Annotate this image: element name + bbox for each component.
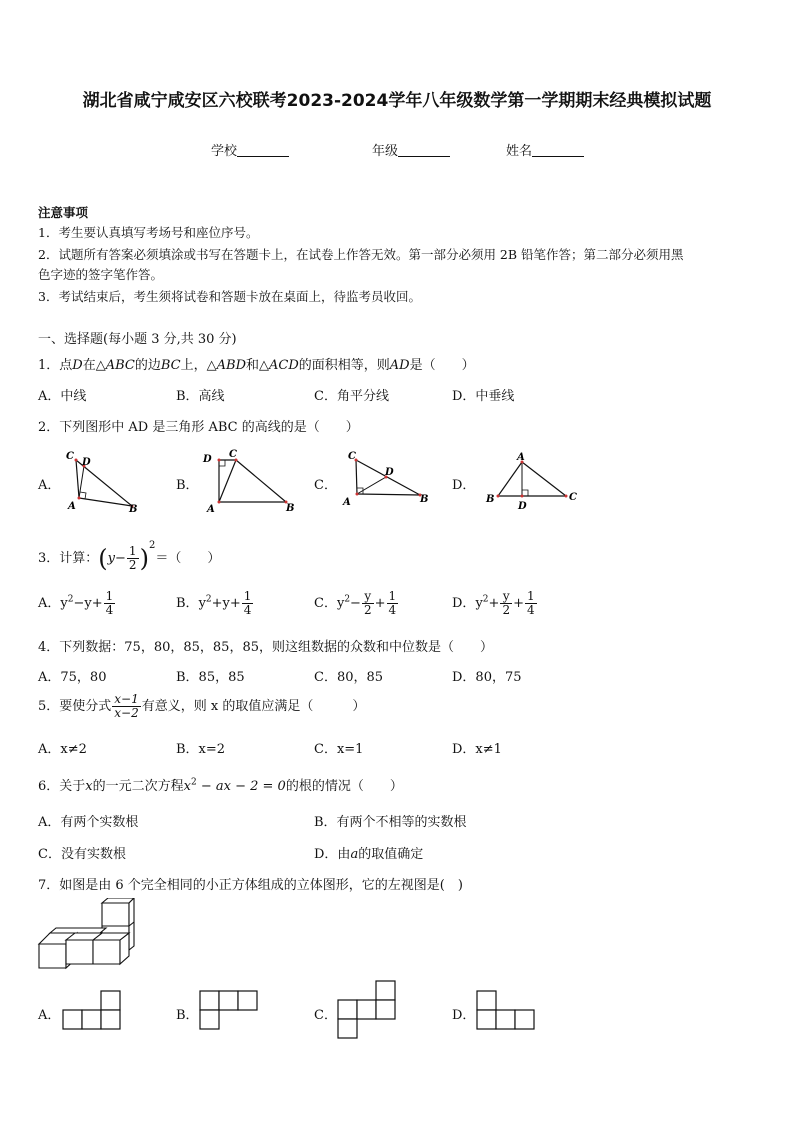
q4-option-d[interactable]: D．80，75	[452, 670, 522, 685]
notice-item-1: 1．考生要认真填写考场号和座位序号。	[38, 225, 259, 240]
school-field	[211, 140, 289, 159]
q4-option-b[interactable]: B．85，85	[176, 670, 245, 685]
q2-option-c[interactable]: C．	[314, 478, 337, 493]
point-label-a: A	[207, 504, 215, 515]
name-blank[interactable]	[532, 144, 584, 157]
q2-option-b[interactable]: B．	[176, 478, 199, 493]
point-label-a: A	[68, 501, 76, 512]
q1-option-b[interactable]: B．高线	[176, 389, 225, 404]
q6-option-b[interactable]: B．有两个不相等的实数根	[314, 815, 467, 830]
q2-option-d[interactable]: D．	[452, 478, 476, 493]
q7-option-c[interactable]: C．	[314, 1008, 337, 1023]
grade-blank[interactable]	[398, 144, 450, 157]
school-label: 学校	[211, 144, 238, 159]
q5-option-c[interactable]: C．x=1	[314, 742, 364, 757]
point-label-c: C	[66, 451, 74, 462]
q7-option-d[interactable]: D．	[452, 1008, 476, 1023]
q7-option-b[interactable]: B．	[176, 1008, 199, 1023]
notice-item-2-cont: 色字迹的签字笔作答。	[38, 267, 164, 282]
q3-option-c[interactable]: C．$y^2-$ $\frac{y}{2}$ + $\frac{1}{4}$	[314, 589, 397, 617]
point-label-c: C	[569, 492, 577, 503]
q5-option-b[interactable]: B．x=2	[176, 742, 226, 757]
point-label-d: D	[82, 457, 91, 468]
question-7-stem: 7．如图是由 6 个完全相同的小正方体组成的立体图形，它的左视图是( )	[38, 878, 463, 893]
section-heading: 一、选择题(每小题 3 分,共 30 分)	[38, 332, 237, 347]
q7-option-a-figure	[62, 990, 122, 1030]
notice-item-2: 2．试题所有答案必须填涂或书写在答题卡上，在试卷上作答无效。第一部分必须用 2B 铅笔作答；第二部分必须用黑	[38, 247, 684, 262]
q1-option-d[interactable]: D．中垂线	[452, 389, 515, 404]
question-2-stem: 2．下列图形中 AD 是三角形 ABC 的高线的是（ ）	[38, 420, 359, 435]
point-label-d: D	[518, 501, 527, 512]
q1-option-c[interactable]: C．角平分线	[314, 389, 389, 404]
point-label-d: D	[385, 467, 394, 478]
q5-option-a[interactable]: A．x≠2	[38, 742, 87, 757]
q2-figure-c	[340, 448, 434, 510]
point-label-d: D	[203, 454, 212, 465]
q3-option-a[interactable]: A．$y^2-y+$ $\frac{1}{4}$	[38, 589, 114, 617]
q4-option-a[interactable]: A．75，80	[38, 670, 107, 685]
q6-option-a[interactable]: A．有两个实数根	[38, 815, 139, 830]
point-label-b: B	[286, 503, 295, 514]
notice-heading: 注意事项	[38, 205, 89, 220]
point-label-b: B	[129, 504, 138, 514]
question-3-stem: 3．计算：(y− $\frac{1}{2}$ )$^2$＝（ ）	[38, 540, 221, 573]
point-label-b: B	[420, 494, 429, 505]
q7-option-c-figure	[337, 980, 397, 1040]
point-label-b: B	[486, 494, 495, 505]
grade-label: 年级	[372, 144, 399, 159]
question-6-stem: 6．关于x的一元二次方程$x^2$ − ax − 2 = 0的根的情况（ ）	[38, 777, 403, 794]
q5-option-d[interactable]: D．x≠1	[452, 742, 502, 757]
q1-option-a[interactable]: A．中线	[38, 389, 87, 404]
q6-option-c[interactable]: C．没有实数根	[38, 847, 126, 862]
q2-option-a[interactable]: A．	[38, 478, 61, 493]
q3-option-b[interactable]: B．$y^2+y+$ $\frac{1}{4}$	[176, 589, 252, 617]
q4-option-c[interactable]: C．80，85	[314, 670, 384, 685]
question-1-stem: 1．点D在△ABC的边BC上，△ABD和△ACD的面积相等，则AD是（ ）	[38, 358, 475, 373]
question-4-stem: 4．下列数据：75，80，85，85，85，则这组数据的众数和中位数是（ ）	[38, 640, 493, 655]
point-label-c: C	[229, 449, 237, 460]
q2-figure-d	[484, 450, 580, 512]
question-5-stem: 5．要使分式 $\frac{x-1}{x-2}$ 有意义，则 x 的取值应满足（ ）	[38, 692, 366, 720]
q7-option-b-figure	[199, 990, 259, 1030]
grade-field	[372, 140, 450, 159]
q7-option-a[interactable]: A．	[38, 1008, 61, 1023]
q6-option-d[interactable]: D．由a的取值确定	[314, 847, 424, 862]
q3-option-d[interactable]: D．$y^2+$ $\frac{y}{2}$ + $\frac{1}{4}$	[452, 589, 535, 617]
q2-figure-a	[62, 448, 144, 514]
notice-item-3: 3．考试结束后，考生须将试卷和答题卡放在桌面上，待监考员收回。	[38, 289, 421, 304]
point-label-a: A	[343, 497, 351, 508]
school-blank[interactable]	[237, 144, 289, 157]
name-field	[506, 140, 584, 159]
q7-option-d-figure	[476, 990, 536, 1030]
q2-figure-b	[200, 445, 300, 515]
point-label-c: C	[348, 451, 356, 462]
point-label-a: A	[517, 452, 525, 463]
page-title: 湖北省咸宁咸安区六校联考2023-2024学年八年级数学第一学期期末经典模拟试题	[82, 91, 712, 111]
name-label: 姓名	[506, 144, 533, 159]
q7-cube-figure	[36, 898, 136, 974]
